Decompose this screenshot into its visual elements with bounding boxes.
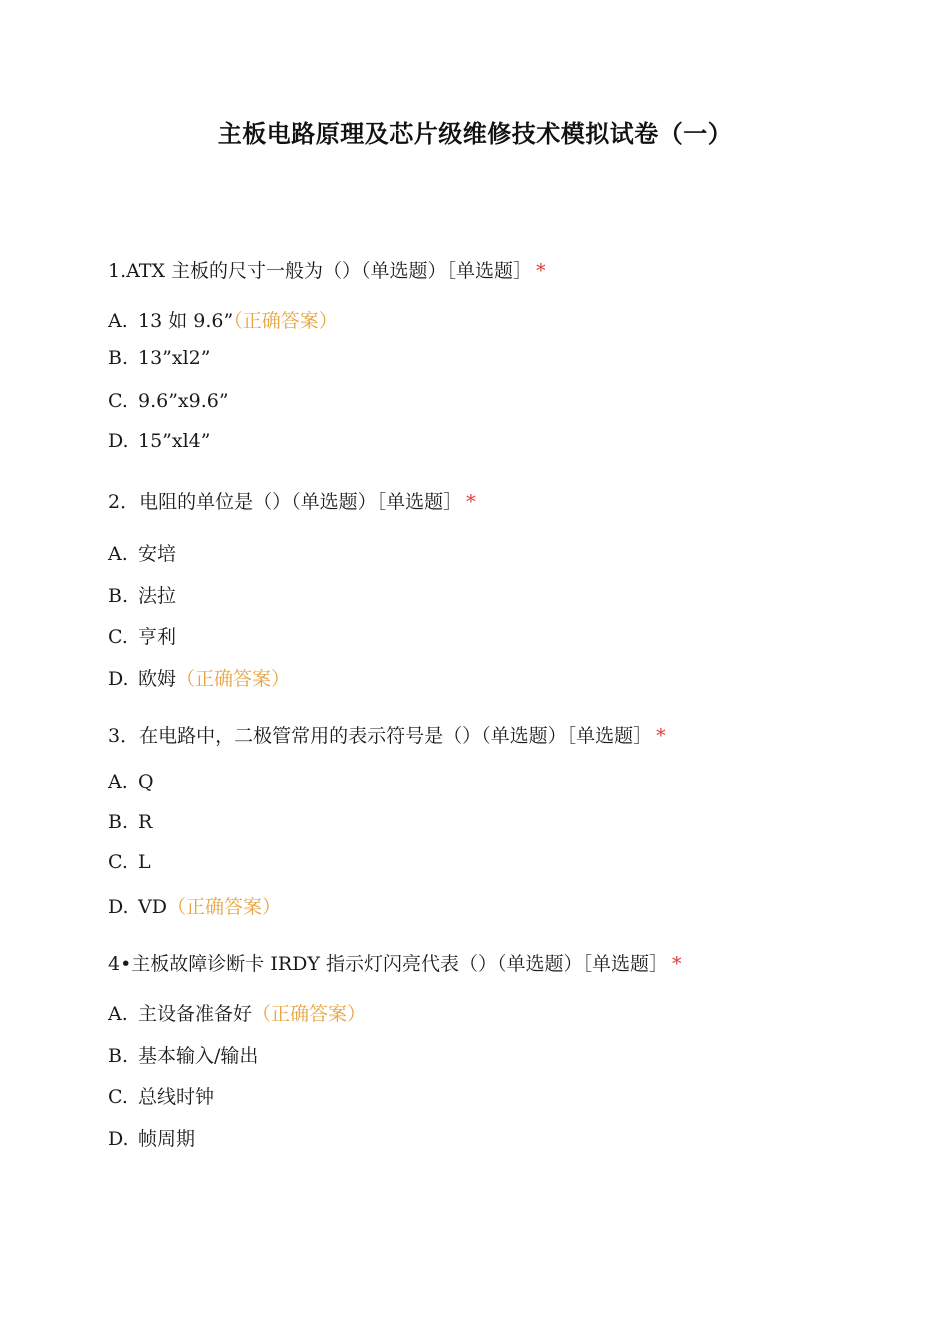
option-letter: A. bbox=[108, 1003, 128, 1025]
question-1 bbox=[108, 256, 546, 283]
option-text: 总线时钟 bbox=[138, 1086, 215, 1108]
page-title: 主板电路原理及芯片级维修技术模拟试卷（一） bbox=[217, 120, 733, 148]
option-text: 欧姆 bbox=[138, 668, 177, 690]
option-text: 法拉 bbox=[138, 585, 177, 607]
option-3c[interactable] bbox=[108, 851, 151, 873]
correct-answer-tag: （正确答案） bbox=[166, 896, 281, 918]
option-letter: A. bbox=[108, 543, 128, 565]
option-2d[interactable] bbox=[108, 664, 290, 691]
option-1d[interactable] bbox=[108, 430, 210, 452]
option-text: 13 如 9.6” bbox=[138, 310, 234, 332]
option-letter: C. bbox=[108, 1086, 128, 1108]
option-letter: D. bbox=[108, 1128, 129, 1150]
correct-answer-tag: （正确答案） bbox=[233, 310, 338, 332]
option-text: 安培 bbox=[138, 543, 177, 565]
option-letter: C. bbox=[108, 851, 128, 873]
option-letter: C. bbox=[108, 390, 128, 412]
option-letter: B. bbox=[108, 347, 129, 369]
question-3 bbox=[108, 721, 666, 748]
option-letter: D. bbox=[108, 896, 129, 918]
option-letter: B. bbox=[108, 811, 129, 833]
option-text: VD bbox=[138, 896, 167, 918]
option-text: R bbox=[138, 811, 153, 833]
option-3b[interactable] bbox=[108, 811, 152, 833]
required-star: * bbox=[536, 260, 546, 282]
required-star: * bbox=[671, 953, 682, 975]
option-4d[interactable] bbox=[108, 1124, 195, 1151]
question-text: 1.ATX 主板的尺寸一般为（）（单选题）［单选题］ bbox=[108, 260, 533, 282]
option-letter: B. bbox=[108, 585, 129, 607]
option-letter: A. bbox=[108, 771, 128, 793]
option-1a[interactable] bbox=[108, 306, 338, 333]
option-letter: D. bbox=[108, 430, 129, 452]
question-text: 3．在电路中，二极管常用的表示符号是（）（单选题）［单选题］ bbox=[108, 725, 653, 747]
option-text: 13”xl2” bbox=[138, 347, 211, 369]
option-3d[interactable] bbox=[108, 892, 281, 919]
option-text: 9.6”x9.6” bbox=[138, 390, 229, 412]
option-4c[interactable] bbox=[108, 1082, 214, 1109]
option-1b[interactable] bbox=[108, 347, 210, 369]
option-text: 基本输入/输出 bbox=[138, 1045, 259, 1067]
correct-answer-tag: （正确答案） bbox=[252, 1003, 367, 1025]
question-text: 2．电阻的单位是（）（单选题）［单选题］ bbox=[108, 491, 463, 513]
option-text: 主设备准备好 bbox=[138, 1003, 253, 1025]
option-2b[interactable] bbox=[108, 581, 176, 608]
option-4a[interactable] bbox=[108, 999, 366, 1026]
question-4 bbox=[108, 949, 681, 976]
option-letter: C. bbox=[108, 626, 128, 648]
question-text: 4•主板故障诊断卡 IRDY 指示灯闪亮代表（）（单选题）［单选题］ bbox=[108, 953, 668, 975]
option-letter: A. bbox=[108, 310, 128, 332]
option-2a[interactable] bbox=[108, 539, 176, 566]
option-3a[interactable] bbox=[108, 771, 154, 793]
option-letter: D. bbox=[108, 668, 129, 690]
option-4b[interactable] bbox=[108, 1041, 258, 1068]
correct-answer-tag: （正确答案） bbox=[176, 668, 291, 690]
required-star: * bbox=[466, 491, 476, 513]
option-2c[interactable] bbox=[108, 622, 176, 649]
option-letter: B. bbox=[108, 1045, 129, 1067]
option-text: Q bbox=[138, 771, 154, 793]
option-1c[interactable] bbox=[108, 390, 229, 412]
question-2 bbox=[108, 487, 476, 514]
required-star: * bbox=[656, 725, 666, 747]
option-text: 亨利 bbox=[138, 626, 177, 648]
option-text: L bbox=[138, 851, 151, 873]
option-text: 帧周期 bbox=[138, 1128, 196, 1150]
option-text: 15”xl4” bbox=[138, 430, 211, 452]
